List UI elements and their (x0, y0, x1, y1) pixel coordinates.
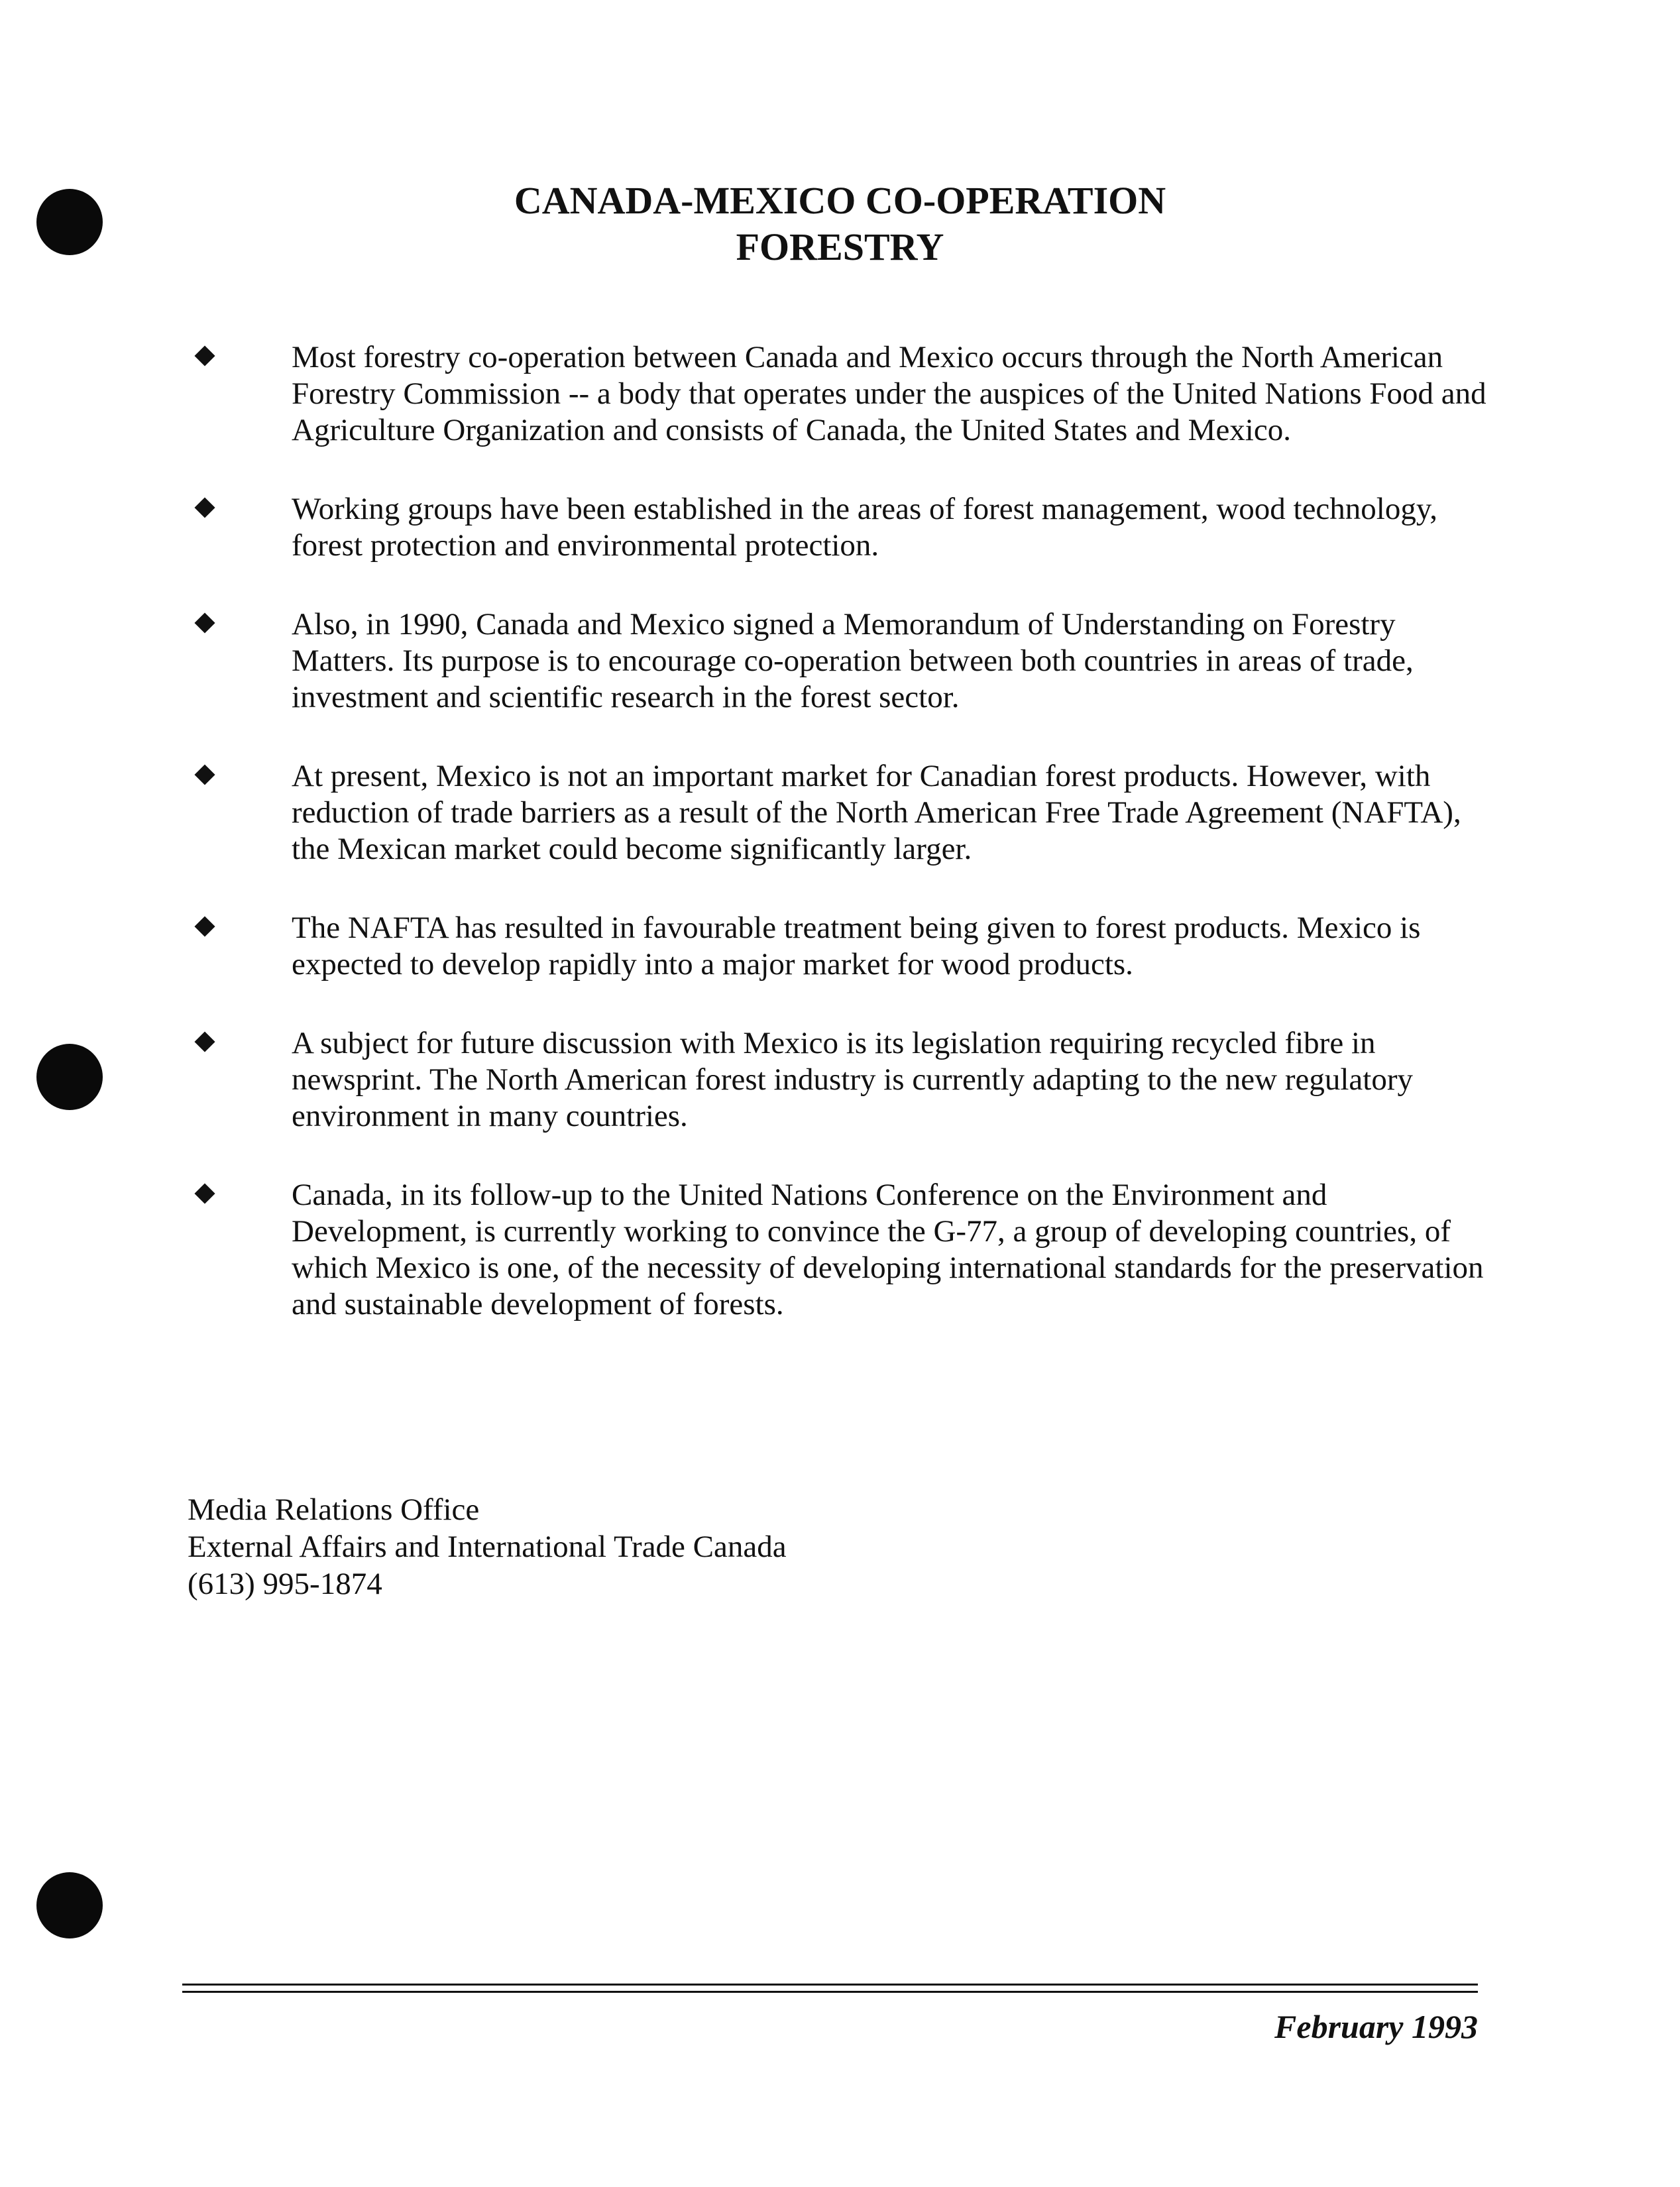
footer-double-rule (182, 1984, 1478, 1993)
contact-block (188, 1491, 787, 1602)
bullet-item-3 (192, 606, 1491, 716)
title-line-2: FORESTRY (736, 225, 944, 268)
bullet-text: A subject for future discussion with Mexico is its legislation requiring recycled fibre in newsprint. The North American forest industry is currently adapting to the new regulatory environment in many countries. (292, 1026, 1413, 1133)
punch-hole-middle (36, 1044, 103, 1110)
contact-phone: (613) 995-1874 (188, 1567, 382, 1601)
contact-department: External Affairs and International Trade Canada (188, 1530, 787, 1564)
bullet-item-5 (192, 910, 1491, 983)
contact-office: Media Relations Office (188, 1492, 480, 1527)
bullet-text: The NAFTA has resulted in favourable treatment being given to forest products. Mexico is expected to develop rapidly into a major market for wood products. (292, 911, 1421, 981)
footer-date: February 1993 (1274, 2008, 1478, 2045)
diamond-bullet-icon (194, 916, 215, 936)
diamond-bullet-icon (194, 612, 215, 633)
bullet-item-6 (192, 1025, 1491, 1135)
diamond-bullet-icon (194, 345, 215, 366)
bullet-list (192, 339, 1491, 1365)
bullet-text: Also, in 1990, Canada and Mexico signed a Memorandum of Understanding on Forestry Matters. Its purpose is to encourage co-operation between both countries in areas of trade, investment and scientific research in the forest sector. (292, 607, 1414, 714)
document-title (0, 178, 1680, 270)
bullet-text: Most forestry co-operation between Canada and Mexico occurs through the North American Forestry Commission -- a body that operates under the auspices of the United Nations Food and Agriculture Organization and consists of Canada, the United States and Mexico. (292, 340, 1486, 447)
diamond-bullet-icon (194, 497, 215, 518)
bullet-item-4 (192, 758, 1491, 868)
bullet-text: At present, Mexico is not an important market for Canadian forest products. However, with reduction of trade barriers as a result of the North American Free Trade Agreement (NAFTA), the Mexican market could become significantly larger. (292, 759, 1461, 866)
bullet-item-2 (192, 491, 1491, 564)
bullet-item-1 (192, 339, 1491, 449)
punch-hole-bottom (36, 1872, 103, 1938)
diamond-bullet-icon (194, 1031, 215, 1052)
bullet-item-7 (192, 1177, 1491, 1323)
diamond-bullet-icon (194, 764, 215, 785)
title-line-1: CANADA-MEXICO CO-OPERATION (514, 179, 1166, 222)
bullet-text: Working groups have been established in the areas of forest management, wood technology, forest protection and environmental protection. (292, 492, 1438, 563)
diamond-bullet-icon (194, 1183, 215, 1204)
bullet-text: Canada, in its follow-up to the United Nations Conference on the Environment and Development, is currently working to convince the G-77, a group of developing countries, of which Mexico is one, of the necessity of developing international standards for the preservation and sustainable development of forests. (292, 1178, 1484, 1321)
